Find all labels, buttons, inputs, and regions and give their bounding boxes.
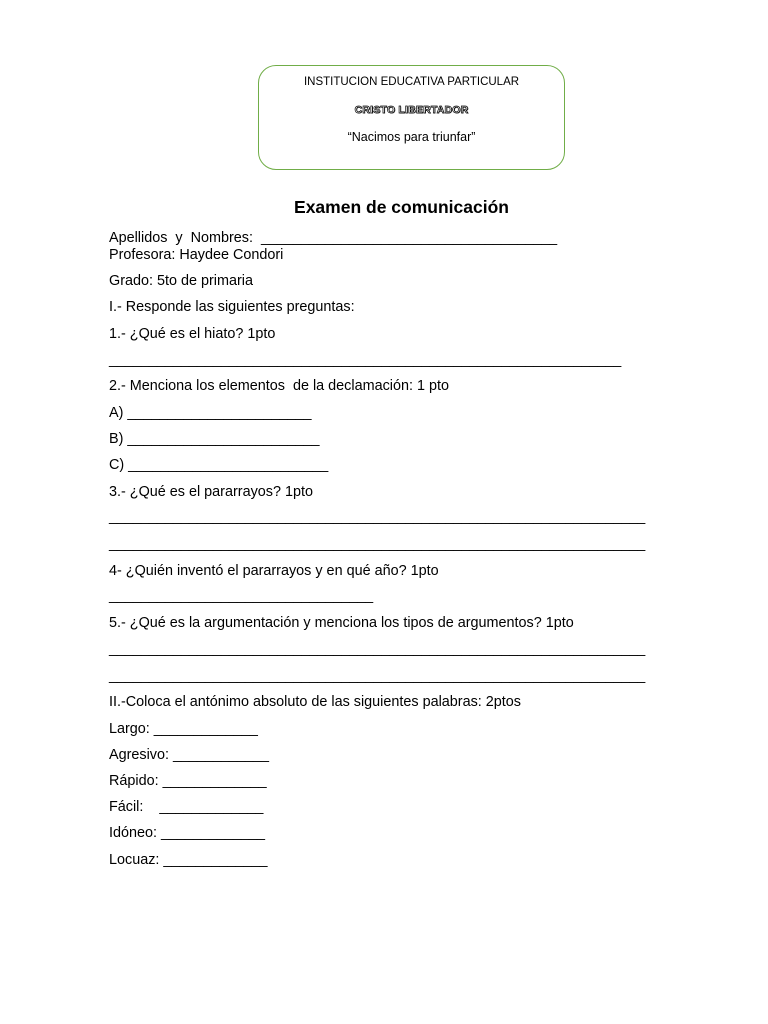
question-2-option-b: B) ________________________ xyxy=(109,431,320,447)
antonym-item-agresivo: Agresivo: ____________ xyxy=(109,747,270,763)
student-name-field: Apellidos y Nombres: _____________________________________ xyxy=(109,230,558,246)
question-3-answer-line: ___________________________________________________________________ xyxy=(109,509,646,525)
antonym-item-locuaz: Locuaz: _____________ xyxy=(109,852,268,868)
question-4-prompt: 4- ¿Quién inventó el pararrayos y en qué año? 1pto xyxy=(109,563,439,579)
institution-type: INSTITUCION EDUCATIVA PARTICULAR xyxy=(303,76,520,88)
school-motto: “Nacimos para triunfar” xyxy=(347,130,476,144)
antonym-item-facil: Fácil: _____________ xyxy=(109,799,264,815)
school-name: CRISTO LIBERTADOR xyxy=(354,104,469,116)
exam-title: Examen de comunicación xyxy=(294,197,509,217)
question-1-prompt: 1.- ¿Qué es el hiato? 1pto xyxy=(109,326,276,342)
question-4-answer-line: _________________________________ xyxy=(109,588,374,604)
question-1-answer-line: ________________________________________________________________ xyxy=(109,352,622,368)
part-2-heading: II.-Coloca el antónimo absoluto de las siguientes palabras: 2ptos xyxy=(109,694,521,710)
antonym-item-idoneo: Idóneo: _____________ xyxy=(109,825,266,841)
school-header xyxy=(258,65,565,170)
antonym-item-rapido: Rápido: _____________ xyxy=(109,773,267,789)
question-2-option-c: C) _________________________ xyxy=(109,457,329,473)
teacher-name: Profesora: Haydee Condori xyxy=(109,247,284,263)
question-3-answer-line: ___________________________________________________________________ xyxy=(109,536,646,552)
question-5-prompt: 5.- ¿Qué es la argumentación y menciona los tipos de argumentos? 1pto xyxy=(109,615,574,631)
question-5-answer-line: ___________________________________________________________________ xyxy=(109,641,646,657)
antonym-item-largo: Largo: _____________ xyxy=(109,721,258,737)
grade-level: Grado: 5to de primaria xyxy=(109,273,253,289)
question-5-answer-line: ___________________________________________________________________ xyxy=(109,668,646,684)
question-2-option-a: A) _______________________ xyxy=(109,405,312,421)
question-2-prompt: 2.- Menciona los elementos de la declamación: 1 pto xyxy=(109,378,449,394)
part-1-heading: I.- Responde las siguientes preguntas: xyxy=(109,299,355,315)
question-3-prompt: 3.- ¿Qué es el pararrayos? 1pto xyxy=(109,484,313,500)
